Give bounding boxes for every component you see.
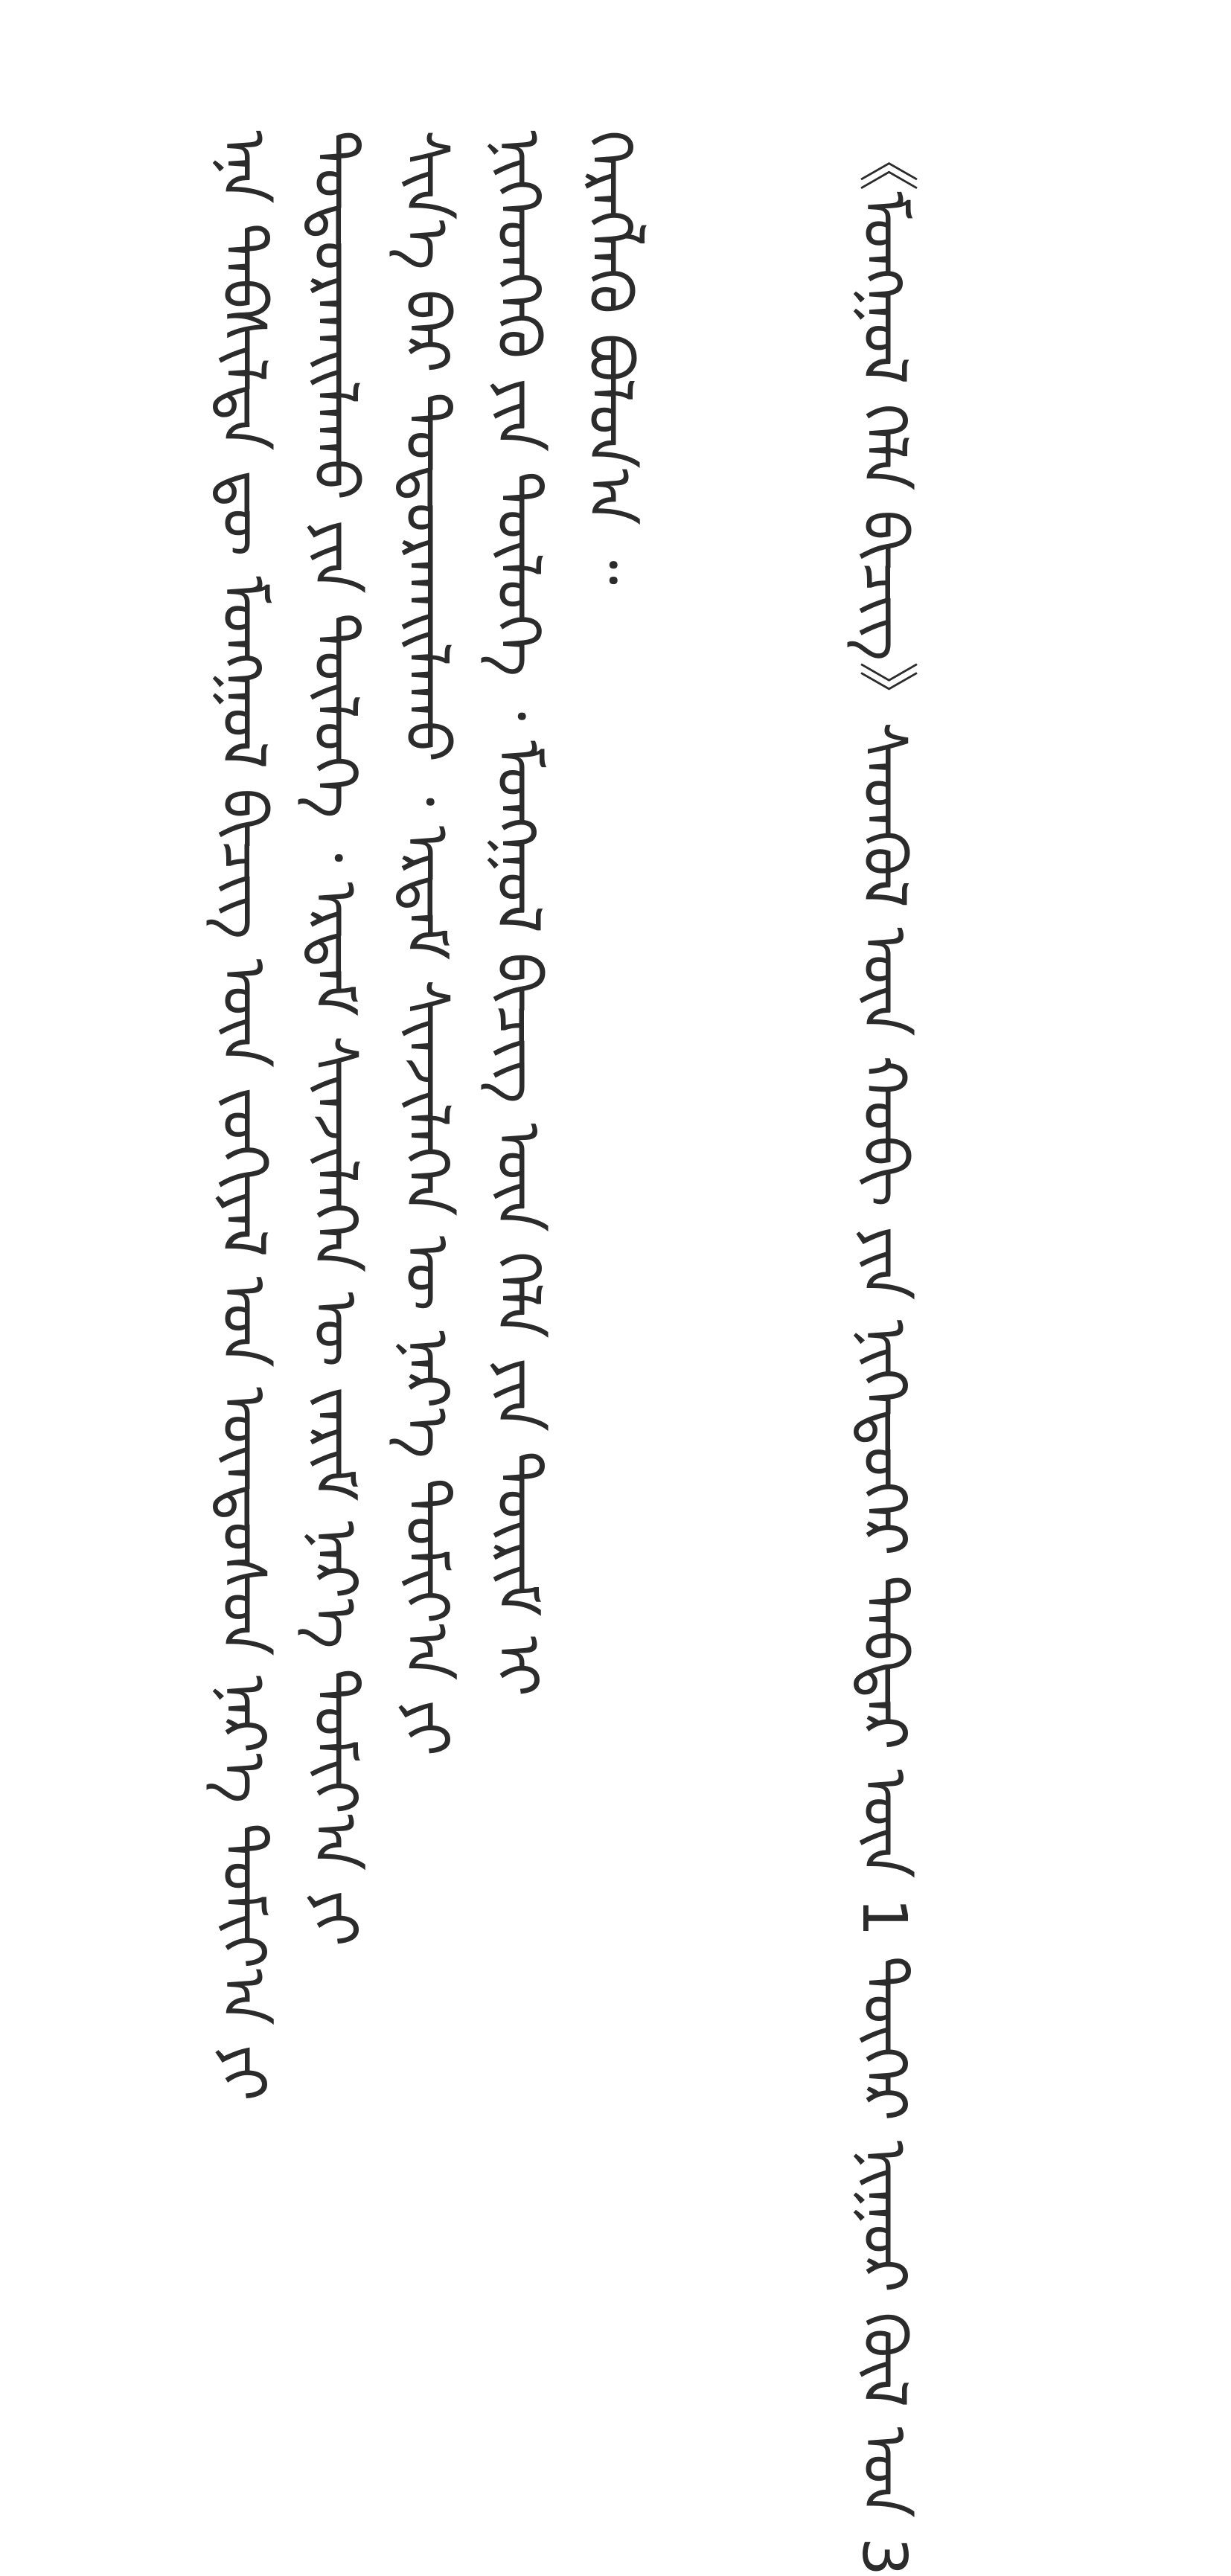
reference-suffix: ᠳᠦᠭᠡᠷ ᠨᠢᠭᠤᠷ ᠬᠥᠯ ᠤᠨ 3 <box>848 1955 919 2576</box>
reference-column <box>838 130 930 2576</box>
text-column-5: ᠬᠡᠷᠡᠭᠯᠡᠬᠦ ᠪᠣᠯᠤᠨ᠎ᠠ ᠃ <box>574 130 645 585</box>
reference-prefix: 《ᠮᠣᠩᠭᠣᠯ ᠬᠡᠯᠡ ᠪᠢᠴᠢᠭ》ᠰᠡᠳᠬᠦᠯ ᠦᠨ ᠬᠣᠪᠢ ᠶᠢᠨ ᠨᠢᠭᠡᠳᠦᠭᠡᠷ ᠳᠡᠪᠲᠡᠷ ᠦᠨ <box>848 130 919 1879</box>
mongolian-text-block <box>197 130 1023 2576</box>
text-column-1: ᠡᠨᠡ ᠲᠡᠪᠰᠢᠯᠲᠡ ᠳᠦ ᠮᠣᠩᠭᠣᠯ ᠪᠢᠴᠢᠭ ᠦᠨ ᠵᠣᠬᠢᠶᠠᠯ ᠤᠨ ᠦᠨᠳᠦᠰᠦᠨ ᠨᠡᠷ᠎ᠡ ᠲᠣᠮᠢᠶ᠎ᠠ ᠶᠢ <box>208 130 278 2101</box>
text-column-6 <box>655 130 746 1663</box>
text-column-4: ᠨᠢᠭᠡᠳᠭᠡᠬᠦ ᠶᠢᠨ ᠲᠥᠯᠥᠭᠡ ᠂ ᠮᠣᠩᠭᠣᠯ ᠪᠢᠴᠢᠭ ᠦᠨ ᠬᠡᠯᠡ ᠶᠢᠨ ᠳᠦᠷᠢᠮ ᠢ <box>482 130 553 1697</box>
text-column-3: ᠰᠢᠨ᠎ᠡ ᠪᠡᠷ ᠲᠣᠳᠣᠷᠬᠠᠢᠯᠠᠬᠤ ᠂ ᠡᠷᠳᠡᠮ ᠰᠢᠨᠵᠢᠯᠡᠭᠡᠨ ᠦ ᠨᠡᠷ᠎ᠡ ᠲᠣᠮᠢᠶ᠎ᠠ ᠶᠢ <box>391 130 461 1757</box>
text-column-7 <box>746 130 838 1663</box>
text-column-2: ᠲᠣᠳᠣᠷᠬᠠᠢᠯᠠᠬᠤ ᠶᠢᠨ ᠲᠥᠯᠥᠭᠡ ᠂ ᠡᠷᠳᠡᠮ ᠰᠢᠨᠵᠢᠯᠡᠭᠡᠨ ᠦ ᠵᠠᠷᠢᠮ ᠨᠡᠷ᠎ᠡ ᠲᠣᠮᠢᠶ᠎ᠠ ᠶᠢ <box>299 130 370 1947</box>
reference-page-number: 1 <box>848 1897 919 1937</box>
